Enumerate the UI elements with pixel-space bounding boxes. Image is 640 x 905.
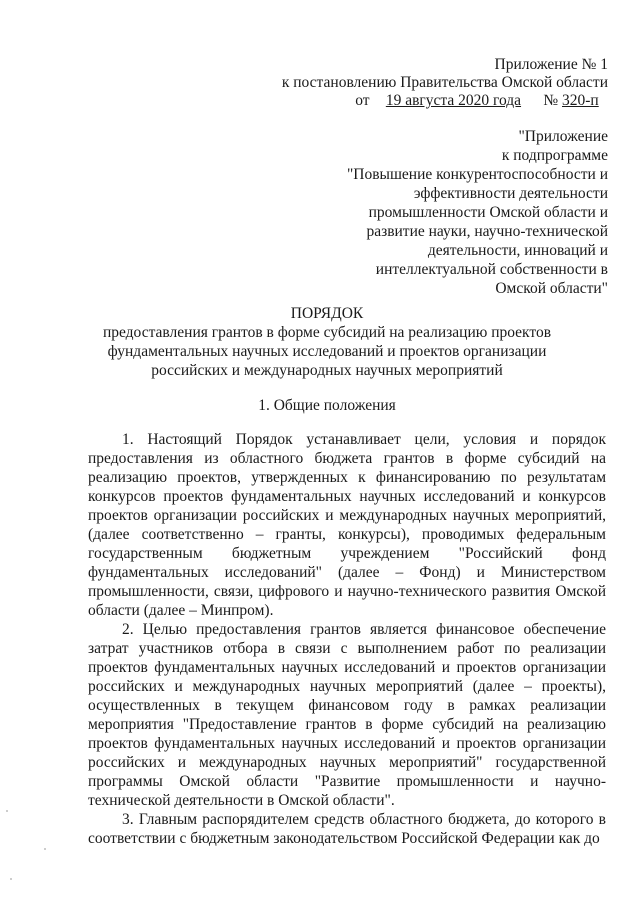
scan-speck [6, 810, 8, 812]
document-body [88, 430, 606, 848]
subprogram-note-line: "Повышение конкурентоспособности и [346, 166, 608, 183]
subprogram-note [318, 127, 608, 298]
subprogram-note-line: Омской области" [495, 280, 608, 297]
document-heading: ПОРЯДОК [290, 305, 364, 322]
paragraph-2: 2. Целью предоставления грантов является финансовое обеспечение затрат участников отбора в связи с выполнением работ по реализации проектов фундаментальных научных исследований и проектов организации российских и международных научных мероприятий (далее – проекты), осуществленных в текущем финансовом году в рамках реализации мероприятия "Предоставление грантов в форме субсидий на реализацию проектов фундаментальных научных исследований и проектов организации российских и международных научных мероприятий" государственной программы Омской области "Развитие промышленности и научно-технической деятельности в Омской области". [88, 621, 606, 809]
subprogram-note-line: промышленности Омской области и [368, 204, 608, 221]
subprogram-note-line: интеллектуальной собственности в [375, 261, 608, 278]
appendix-title: Приложение № 1 [494, 56, 608, 73]
resolution-date-line [355, 92, 608, 110]
subprogram-note-line: развитие науки, научно-технической [366, 223, 608, 240]
subprogram-note-line: эффективности деятельности [413, 185, 608, 202]
resolution-reference: к постановлению Правительства Омской области [281, 74, 608, 91]
scan-speck [44, 848, 46, 850]
from-label: от [355, 92, 370, 109]
resolution-date: 19 августа 2020 года [385, 92, 522, 109]
scan-speck [10, 878, 12, 880]
number-label: № [543, 92, 559, 109]
subprogram-note-line: "Приложение [518, 128, 608, 145]
paragraph-3: 3. Главным распорядителем средств областного бюджета, до которого в соответствии с бюджетным законодательством Российской Федерации как до [88, 811, 606, 847]
document-subtitle: предоставления грантов в форме субсидий на реализацию проектов фундаментальных научных исследований и проектов организации российских и международных научных мероприятий [102, 324, 552, 379]
subprogram-note-line: деятельности, инноваций и [427, 242, 608, 259]
section-heading: 1. Общие положения [258, 397, 396, 414]
subprogram-note-line: к подпрограмме [501, 147, 608, 164]
paragraph-1: 1. Настоящий Порядок устанавливает цели, условия и порядок предоставления из областного бюджета грантов в форме субсидий на реализацию проектов, утвержденных к финансированию по результатам конкурсов проектов фундаментальных научных исследований и конкурсов проектов организации российских и международных научных мероприятий, (далее соответственно – гранты, конкурсы), проводимых федеральным государственным бюджетным учреждением "Российский фонд фундаментальных исследований" (далее – Фонд) и Министерством промышленности, связи, цифрового и научно-технического развития Омской области (далее – Минпром). [88, 431, 606, 619]
resolution-number: 320-п [562, 92, 599, 109]
